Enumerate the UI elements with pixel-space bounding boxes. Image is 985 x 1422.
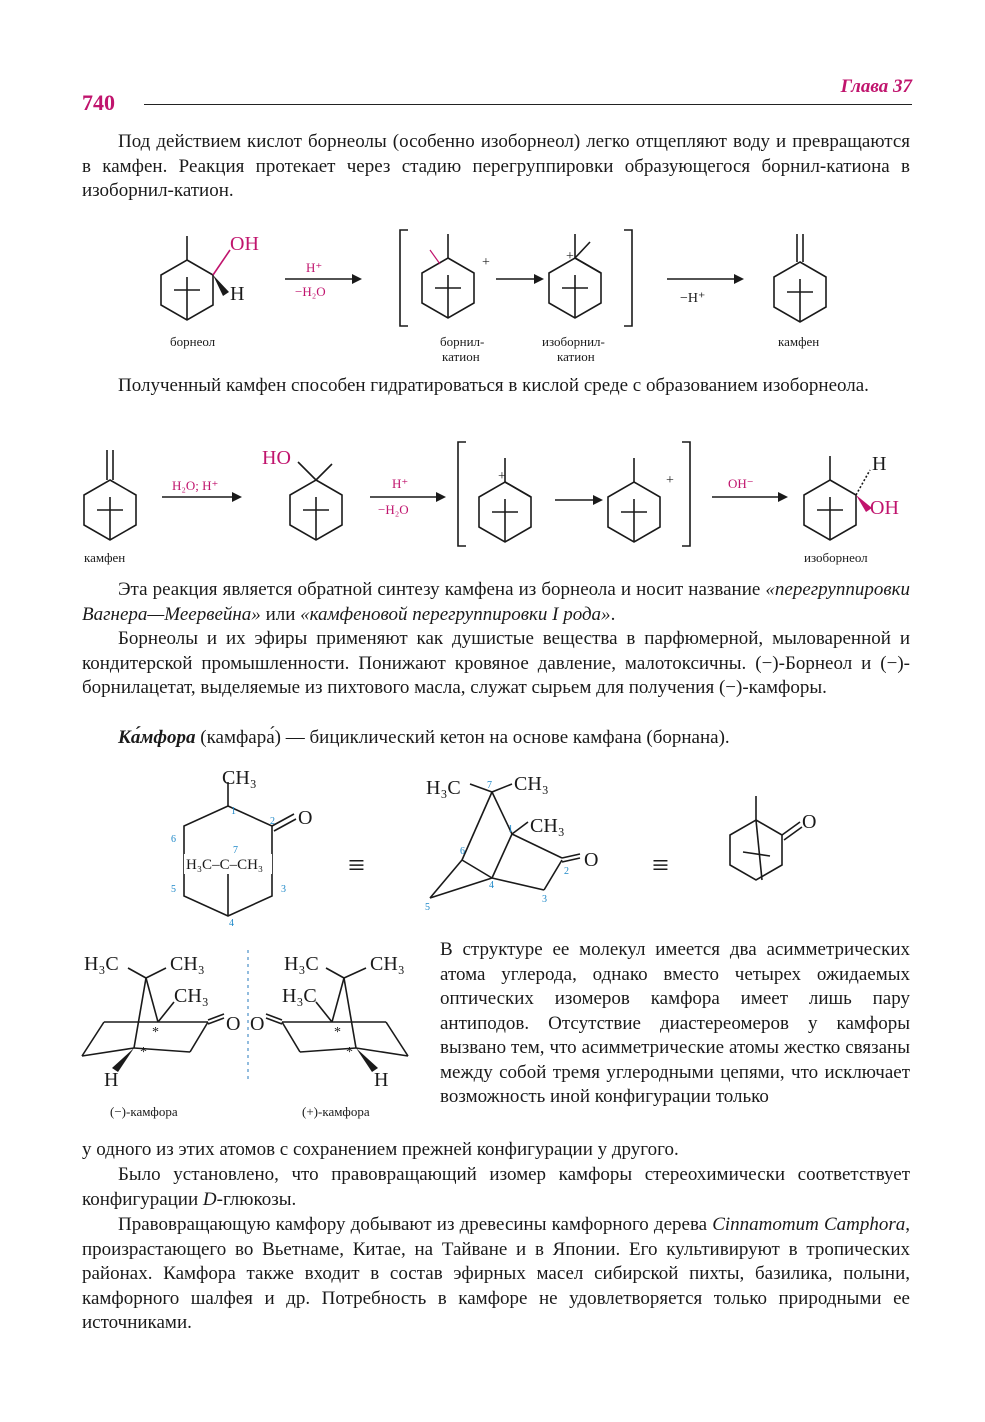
- paragraph-7-text-a: Было установлено, что правовращающий изомер камфоры стереохимически соответствует конфигурации: [82, 1164, 910, 1210]
- paragraph-3-text-e: .: [610, 603, 616, 625]
- pos3d-6: 6: [460, 846, 465, 857]
- label-camphene-1: камфен: [778, 334, 820, 349]
- pos3d-5: 5: [425, 902, 430, 913]
- label-isoborneol: изоборнеол: [804, 550, 868, 565]
- paragraph-6-text: В структуре ее молекул имеется два асимметрических атома углерода, однако вместо четырех ожидаемых оптических изомеров камфора имеет лишь пару антиподов. Отсутствие диастереомеров у камфоры вызвано тем, что асимметрические атомы жестко связаны между собой тремя углеродными цепями, что исключает возможность иной конфигурации только: [440, 939, 910, 1107]
- plus-star-1: *: [334, 1025, 341, 1040]
- pos3d-4: 4: [489, 880, 494, 891]
- pos3d-2: 2: [564, 866, 569, 877]
- d-glucose-prefix: D: [202, 1188, 217, 1210]
- minus-h: H: [104, 1069, 119, 1091]
- paragraph-8: [82, 1213, 910, 1336]
- pos3d-1: 1: [508, 824, 513, 835]
- isoborneol-oh: OH: [870, 497, 899, 519]
- paragraph-2: [82, 374, 910, 399]
- paragraph-6-continued: [82, 1138, 910, 1163]
- cond-h-plus-2: H⁺: [392, 476, 409, 491]
- label-bornyl-1: борнил-: [440, 334, 485, 349]
- pos-5: 5: [171, 884, 176, 895]
- plus-o: O: [250, 1013, 265, 1035]
- paragraph-7: [82, 1163, 910, 1212]
- paragraph-2-text: Полученный камфен способен гидратироваться в кислой среде с образованием изоборнеола.: [118, 375, 869, 396]
- bornyl-plus: +: [482, 255, 490, 270]
- scheme-camphene-to-isoborneol: [0, 440, 985, 570]
- isobornyl-plus: +: [566, 249, 574, 264]
- borneol-oh: OH: [230, 233, 259, 255]
- wagner-meerwein-term: «перегруппировки Вагнера—Меервейна»: [82, 579, 910, 625]
- minus-o: O: [226, 1013, 241, 1035]
- scheme-borneol-to-camphene: [0, 222, 985, 367]
- pos-2: 2: [270, 816, 275, 827]
- plus-h3c-top: H₃C: [284, 953, 319, 975]
- borneol-wedge: [213, 275, 229, 296]
- cond-h2o-h: H₂O; H⁺: [172, 478, 219, 493]
- paragraph-1-text: Под действием кислот борнеолы (особенно изоборнеол) легко отщепляют воду и превращаются в камфен. Реакция протекает через стадию перегруппировки образующегося борнил-катиона в изоборнил-катион.: [82, 131, 910, 201]
- paragraph-3: [82, 578, 910, 627]
- chapter-title: Глава 37: [840, 76, 912, 97]
- page-header: [82, 76, 912, 116]
- scheme-camphor-structures: [0, 762, 985, 932]
- cond-oh-minus: OH⁻: [728, 476, 754, 491]
- cond-minus-h2o-1: −H₂O: [295, 284, 326, 299]
- camphor3d-o: O: [584, 849, 599, 871]
- cation-plus-b: +: [666, 473, 674, 488]
- bracket-right-2: [682, 442, 690, 546]
- pos3d-7: 7: [487, 780, 492, 791]
- isoborneol-h: H: [872, 453, 887, 475]
- minus-star-1: *: [152, 1025, 159, 1040]
- paragraph-5-text: (камфара́) — бициклический кетон на основе камфана (борнана).: [195, 727, 730, 748]
- page-number: 740: [82, 90, 115, 115]
- label-minus-camphor: (−)-камфора: [110, 1104, 178, 1119]
- camphene-rearrangement-term: «камфеновой перегруппировки I рода»: [300, 603, 611, 625]
- paragraph-3-text-a: Эта реакция является обратной синтезу камфена из борнеола и носит название: [118, 579, 766, 600]
- cation-plus-a: +: [498, 469, 506, 484]
- scheme-camphor-enantiomers: [0, 940, 440, 1125]
- pos-4: 4: [229, 918, 234, 929]
- minus-ch3-bridgehead: CH₃: [174, 985, 209, 1007]
- paragraph-8-text-c: , произрастающего во Вьетнаме, Китае, на Тайване и в Японии. Его культивируют в тропических районах. Камфора также входит в состав эфирных масел сибирской пихты, базилика, полыни, камфорного шалфея и др. Потребность в камфоре не удовлетворяется только природными ее источниками.: [82, 1214, 911, 1333]
- label-plus-camphor: (+)-камфора: [302, 1104, 370, 1119]
- pos-6: 6: [171, 834, 176, 845]
- camphor-skeletal-o: O: [802, 811, 817, 833]
- camphor-term: Ка́мфора: [118, 727, 196, 748]
- paragraph-6: [440, 938, 910, 1110]
- equiv-sign-1: ≡: [348, 849, 365, 882]
- paragraph-6-cont-text: у одного из этих атомов с сохранением прежней конфигурации у другого.: [82, 1139, 679, 1160]
- label-isobornyl-1: изоборнил-: [542, 334, 605, 349]
- paragraph-4-text: Борнеолы и их эфиры применяют как душистые вещества в парфюмерной, мыловаренной и кондитерской промышленности. Понижают кровяное давление, малотоксичны. (−)-Борнеол и (−)-борнилацетат, выделяемые из пихтового масла, служат сырьем для получения (−)-камфоры.: [82, 628, 910, 698]
- paragraph-1: [82, 130, 910, 204]
- minus-h3c: H₃C: [84, 953, 119, 975]
- bracket-right: [624, 230, 632, 326]
- plus-star-2: *: [346, 1045, 353, 1060]
- borneol-h: H: [230, 283, 245, 305]
- paragraph-4: [82, 627, 910, 701]
- header-rule: [144, 104, 912, 105]
- species-name: Cinnamomum Camphora: [712, 1214, 906, 1235]
- pos-1: 1: [231, 806, 236, 817]
- plus-h3c-bridgehead: H₃C: [282, 985, 317, 1007]
- camphor-ch3-top: CH₃: [222, 767, 257, 789]
- camphor3d-h3c: H₃C: [426, 777, 461, 799]
- camphor-skeletal-ring: [730, 820, 782, 880]
- paragraph-7-text-c: -глюкозы.: [216, 1188, 297, 1210]
- cond-h-plus-1: H⁺: [306, 260, 323, 275]
- paragraph-5: [82, 726, 910, 751]
- cond-minus-h2o-2: −H₂O: [378, 502, 409, 517]
- camphor3d-ch3-bridgehead: CH₃: [530, 815, 565, 837]
- plus-ch3-top: CH₃: [370, 953, 405, 975]
- minus-ch3-top: CH₃: [170, 953, 205, 975]
- label-isobornyl-2: катион: [557, 349, 595, 364]
- pos-7: 7: [233, 845, 238, 856]
- hydrate-ho: HO: [262, 447, 291, 469]
- label-camphene-2: камфен: [84, 550, 126, 565]
- pos-3: 3: [281, 884, 286, 895]
- camphor-bridge: H₃C–C–CH₃: [186, 857, 264, 873]
- bracket-left: [400, 230, 408, 326]
- plus-h: H: [374, 1069, 389, 1091]
- paragraph-3-text-c: или: [260, 603, 301, 625]
- paragraph-8-text-a: Правовращающую камфору добывают из древесины камфорного дерева: [118, 1214, 713, 1235]
- label-borneol: борнеол: [170, 334, 216, 349]
- equiv-sign-2: ≡: [652, 849, 669, 882]
- camphor3d-ch3-top: CH₃: [514, 773, 549, 795]
- minus-star-2: *: [140, 1045, 147, 1060]
- camphor-o: O: [298, 807, 313, 829]
- bracket-left-2: [458, 442, 466, 546]
- pos3d-3: 3: [542, 894, 547, 905]
- cond-minus-h-plus: −H⁺: [680, 291, 706, 306]
- label-bornyl-2: катион: [442, 349, 480, 364]
